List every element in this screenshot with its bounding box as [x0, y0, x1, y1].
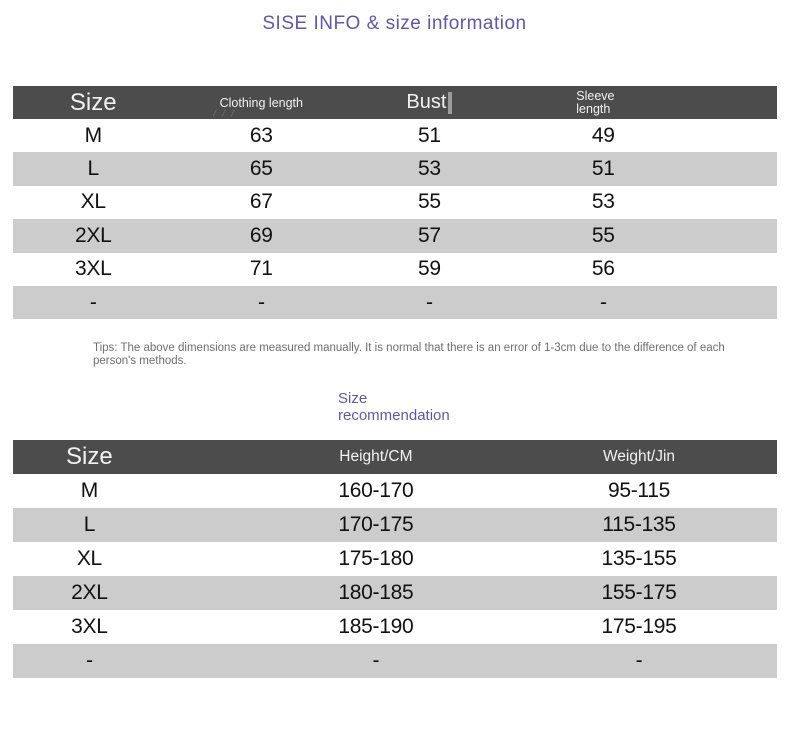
table-row-3xl [13, 253, 777, 286]
cell-height: 185-190 [338, 615, 414, 638]
table-row-empty [13, 644, 777, 678]
size-dimensions-table [13, 86, 777, 319]
cell-weight: 115-135 [602, 513, 676, 536]
cell-sleeve-length: 56 [591, 257, 615, 281]
cell-size: XL [80, 190, 106, 214]
cell-bust: 59 [417, 257, 441, 281]
cell-height: 175-180 [338, 547, 414, 570]
table-row-m [13, 119, 777, 152]
size-recommendation-subtitle: Size recommendation [338, 390, 450, 424]
size-recommendation-table [13, 440, 777, 678]
cell-height: 160-170 [338, 479, 414, 502]
cell-size: - [86, 649, 93, 672]
cell-sleeve-length: 51 [591, 157, 615, 181]
cell-clothing-length: - [257, 290, 265, 314]
header-height-cm: Height/CM [339, 448, 413, 465]
recommendation-header-row [13, 440, 777, 474]
cell-weight: 135-155 [601, 547, 677, 570]
header-sleeve-length: Sleeve length [576, 88, 615, 116]
cell-weight: - [635, 649, 643, 672]
cell-clothing-length: 65 [249, 157, 273, 181]
cell-size: L [83, 513, 96, 536]
cell-bust: 57 [417, 223, 441, 247]
cell-clothing-length: 67 [249, 190, 273, 214]
header-clothing-length: Clothing length [219, 95, 303, 110]
cell-sleeve-length: 53 [591, 190, 615, 214]
cell-bust: 51 [417, 123, 441, 147]
cell-height: 180-185 [338, 581, 414, 604]
cell-weight: 175-195 [601, 615, 677, 638]
table-row-2xl [13, 219, 777, 252]
table-row-xl [13, 186, 777, 219]
cell-weight: 95-115 [607, 479, 670, 502]
cell-size: M [80, 479, 98, 502]
header-weight-jin: Weight/Jin [602, 448, 676, 465]
cell-clothing-length: 63 [249, 123, 273, 147]
size-dimensions-header-row [13, 86, 777, 119]
table-row-xl [13, 542, 777, 576]
table-row-l [13, 152, 777, 185]
cell-size: XL [76, 547, 102, 570]
cell-height: - [372, 649, 380, 672]
cell-size: - [89, 290, 97, 314]
table-row-l [13, 508, 777, 542]
header-size: Size [69, 88, 117, 116]
cell-size: 3XL [74, 257, 112, 281]
text-cursor-artifact [448, 92, 452, 114]
page-title: SISE INFO & size information [262, 13, 527, 34]
cell-size: M [84, 123, 102, 147]
watermark-smudge-artifact: /// [213, 108, 241, 117]
cell-sleeve-length: 55 [591, 223, 615, 247]
cell-bust: - [426, 290, 433, 314]
cell-bust: 53 [417, 157, 441, 181]
cell-size: 2XL [74, 223, 112, 247]
cell-size: 3XL [71, 615, 108, 638]
cell-clothing-length: 71 [249, 257, 273, 281]
cell-size: 2XL [71, 581, 108, 604]
table-row-m [13, 474, 777, 508]
cell-height: 170-175 [338, 513, 414, 536]
cell-size: L [87, 157, 99, 181]
cell-clothing-length: 69 [249, 223, 273, 247]
measurement-tips-note: Tips: The above dimensions are measured manually. It is normal that there is an error of 1-3cm due to the difference of each person's methods. [93, 342, 725, 367]
table-row-2xl [13, 576, 777, 610]
header-bust: Bust [349, 91, 509, 114]
cell-weight: 155-175 [601, 581, 677, 604]
table-row-empty [13, 286, 777, 319]
cell-sleeve-length: 49 [591, 123, 615, 147]
table-row-3xl [13, 610, 777, 644]
cell-bust: 55 [417, 190, 441, 214]
cell-sleeve-length: - [599, 290, 607, 314]
header-size: Size [66, 443, 113, 470]
